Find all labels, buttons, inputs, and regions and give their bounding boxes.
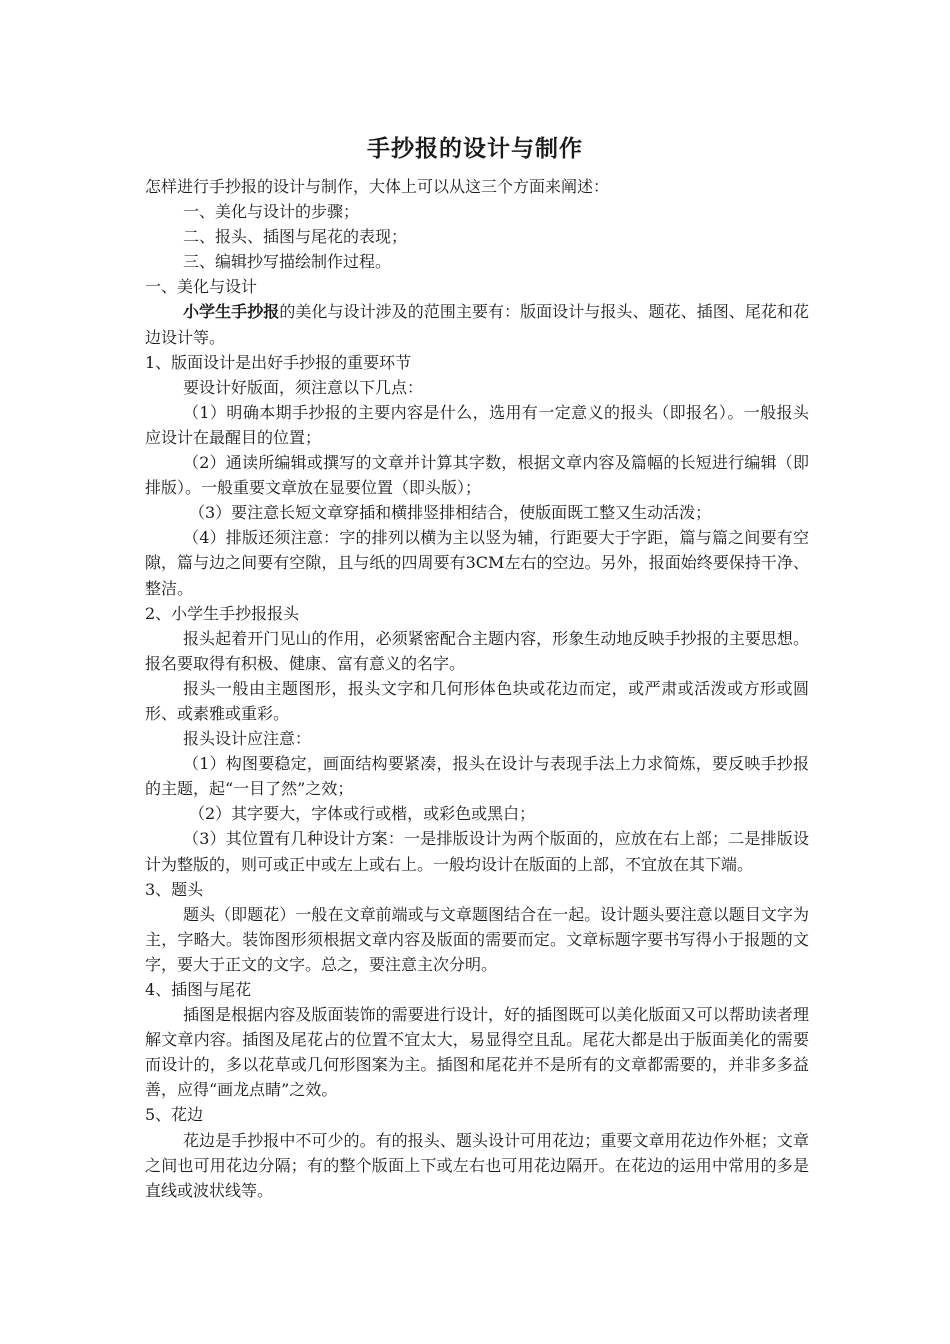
part2-item-3: （3）其位置有几种设计方案：一是排版设计为两个版面的，应放在右上部；二是排版设计为整版的，则可或正中或左上或右上。一般均设计在版面的上部，不宜放在其下端。 bbox=[145, 829, 809, 874]
part2-item-2: （2）其字要大，字体或行或楷，或彩色或黑白； bbox=[189, 804, 536, 824]
section1-lead-bold: 小学生手抄报 bbox=[183, 302, 280, 322]
outline-item-2: 二、报头、插图与尾花的表现； bbox=[183, 227, 408, 247]
part1-heading: 1、版面设计是出好手抄报的重要环节 bbox=[145, 352, 412, 372]
section1-lead-rest: 的美化与设计涉及的范围主要有：版面设计与报头、题花、插图、尾花和花边设计等。 bbox=[145, 302, 809, 347]
section1-heading: 一、美化与设计 bbox=[145, 277, 258, 297]
part1-intro: 要设计好版面，须注意以下几点： bbox=[183, 377, 424, 397]
part2-paragraph-1: 报头起着开门见山的作用，必须紧密配合主题内容，形象生动地反映手抄报的主要思想。报名要取得有积极、健康、富有意义的名字。 bbox=[145, 628, 809, 673]
part2-heading: 2、小学生手抄报报头 bbox=[145, 603, 300, 623]
outline-item-1: 一、美化与设计的步骤； bbox=[183, 202, 360, 222]
part4-paragraph: 插图是根据内容及版面装饰的需要进行设计，好的插图既可以美化版面又可以帮助读者理解文章内容。插图及尾花占的位置不宜太大，易显得空且乱。尾花大都是出于版面美化的需要而设计的，多以花草或几何形图案为主。插图和尾花并不是所有的文章都需要的，并非多多益善，应得“画龙点睛”之效。 bbox=[145, 1005, 809, 1100]
document-body bbox=[145, 174, 809, 1203]
part3-heading: 3、题头 bbox=[145, 879, 204, 899]
part1-item-1: （1）明确本期手抄报的主要内容是什么，选用有一定意义的报头（即报名）。一般报头应设计在最醒目的位置； bbox=[145, 402, 809, 447]
intro-paragraph: 怎样进行手抄报的设计与制作，大体上可以从这三个方面来阐述： bbox=[145, 177, 610, 196]
part1-item-4: （4）排版还须注意：字的排列以横为主以竖为辅，行距要大于字距，篇与篇之间要有空隙，篇与边之间要有空隙，且与纸的四周要有3CM左右的空边。另外，报面始终要保持干净、整洁。 bbox=[145, 528, 809, 598]
part5-heading: 5、花边 bbox=[145, 1105, 204, 1125]
part1-item-3: （3）要注意长短文章穿插和横排竖排相结合，使版面既工整又生动活泼； bbox=[189, 503, 712, 523]
part1-item-2: （2）通读所编辑或撰写的文章并计算其字数，根据文章内容及篇幅的长短进行编辑（即排版）。一般重要文章放在显要位置（即头版）； bbox=[145, 453, 809, 498]
outline-item-3: 三、编辑抄写描绘制作过程。 bbox=[183, 252, 392, 272]
part3-paragraph: 题头（即题花）一般在文章前端或与文章题图结合在一起。设计题头要注意以题目文字为主，字略大。装饰图形须根据文章内容及版面的需要而定。文章标题字要书写得小于报题的文字，要大于正文的文字。总之，要注意主次分明。 bbox=[145, 904, 809, 974]
part5-paragraph: 花边是手抄报中不可少的。有的报头、题头设计可用花边；重要文章用花边作外框；文章之间也可用花边分隔；有的整个版面上下或左右也可用花边隔开。在花边的运用中常用的多是直线或波状线等。 bbox=[145, 1130, 809, 1200]
section1-lead-paragraph bbox=[145, 299, 809, 349]
part2-paragraph-3: 报头设计应注意： bbox=[183, 729, 312, 749]
part2-paragraph-2: 报头一般由主题图形，报头文字和几何形体色块或花边而定，或严肃或活泼或方形或圆形、或素雅或重彩。 bbox=[145, 678, 809, 723]
document-title: 手抄报的设计与制作 bbox=[367, 136, 583, 162]
part2-item-1: （1）构图要稳定，画面结构要紧凑，报头在设计与表现手法上力求简炼，要反映手抄报的主题，起“一目了然”之效； bbox=[145, 754, 809, 799]
part4-heading: 4、插图与尾花 bbox=[145, 980, 252, 999]
